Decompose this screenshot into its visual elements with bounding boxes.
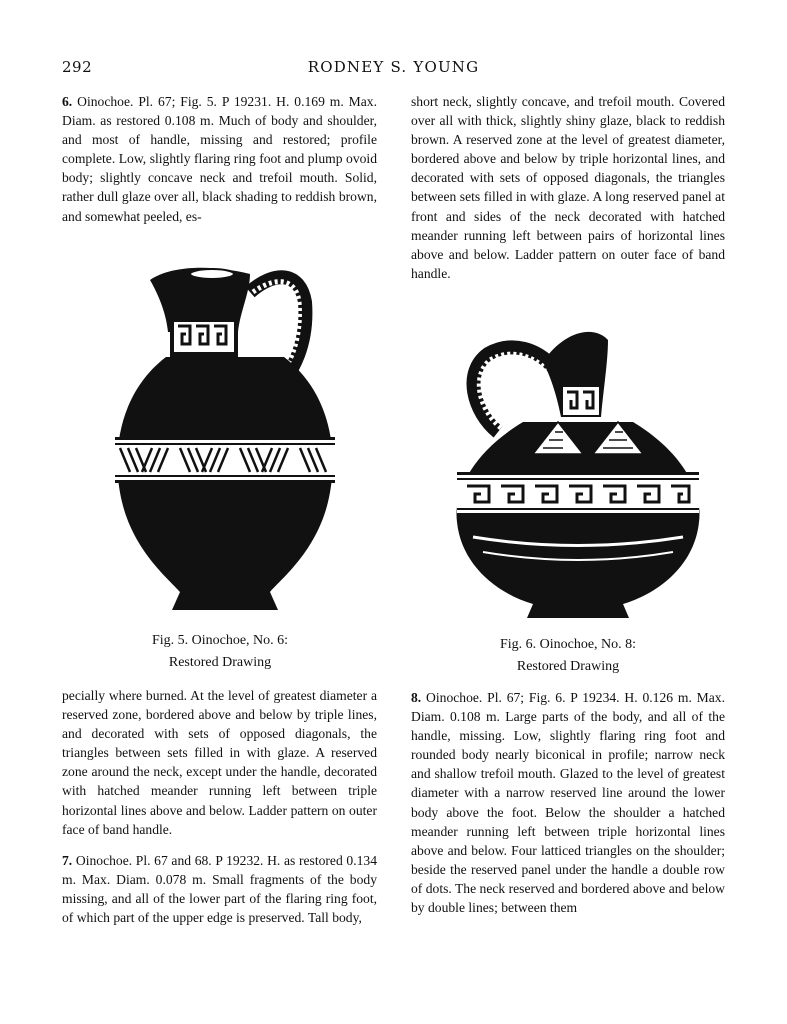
entry-7-number: 7. [62, 852, 73, 868]
entry-6-continued-text: short neck, slightly concave, and trefoil mouth. Covered over all with thick, slightly shiny glaze, black to reddish brown. A reserved zone at the level of greatest diameter, bordered above and below by triple horizontal lines, and decorated with sets of opposed diagonals, the triangles between sets filled in with glaze. A long reserved panel at front and sides of the neck decorated with hatched meander running left between pairs of horizontal lines above and below. Ladder pattern on outer face of band handle. [411, 94, 725, 281]
figure-5-caption-line2: Restored Drawing [168, 655, 272, 670]
figure-5-caption-line1: Fig. 5. Oinochoe, No. 6: [151, 633, 289, 648]
entry-8-number: 8. [411, 690, 422, 705]
running-title: RODNEY S. YOUNG [307, 58, 480, 76]
right-column-bottom [411, 688, 725, 929]
figure-6-caption-line1: Fig. 6. Oinochoe, No. 8: [499, 637, 637, 652]
figure-6-caption [448, 634, 688, 678]
right-column-top [411, 92, 725, 295]
entry-6-text: Oinochoe. Pl. 67; Fig. 5. P 19231. H. 0.169 m. Max. Diam. as restored 0.108 m. Much of body and shoulder, and most of handle, missing and restored; profile complete. Low, slightly flaring ring foot and plump ovoid body; slightly concave neck and trefoil mouth. Solid, rather dull glaze over all, black shading to reddish brown, and somewhat peeled, es- [62, 94, 378, 224]
entry-6-number: 6. [62, 94, 73, 109]
entry-7-text: Oinochoe. Pl. 67 and 68. P 19232. H. as restored 0.134 m. Max. Diam. 0.078 m. Small fragments of the body missing, and all of the lower part of the flaring ring foot, of which part of the upper edge is preserved. Tall body, [62, 852, 377, 926]
page-number: 292 [62, 58, 93, 76]
figure-6-caption-line2: Restored Drawing [516, 659, 620, 674]
figure-6-oinochoe-drawing [443, 322, 713, 622]
entry-6-continuation: pecially where burned. At the level of greatest diameter a reserved zone, bordered above and below by triple lines, and decorated with sets of opposed diagonals, the triangles between sets filled in with glaze. A reserved zone around the neck, except under the handle, decorated with hatched meander running left between triple horizontal lines above and below. Ladder pattern on outer face of band handle. [62, 688, 377, 837]
entry-8-text: Oinochoe. Pl. 67; Fig. 6. P 19234. H. 0.126 m. Max. Diam. 0.108 m. Large parts of the body, and all of the handle, missing. Low, slightly flaring ring foot and rounded body nearly biconical in profile; narrow neck and shallow trefoil mouth. Glazed to the level of greatest diameter with a narrow reserved line around the lower body above the foot. Below the shoulder a hatched meander running left between triple horizontal lines above and below. Four latticed triangles on the shoulder; beside the reserved panel under the handle a double row of dots. The neck reserved and bordered above and below by double lines; between them [411, 690, 726, 916]
figure-5-oinochoe-drawing [100, 262, 350, 618]
figure-5-caption [100, 630, 340, 674]
left-column-top [62, 92, 377, 238]
left-column-bottom [62, 686, 377, 939]
